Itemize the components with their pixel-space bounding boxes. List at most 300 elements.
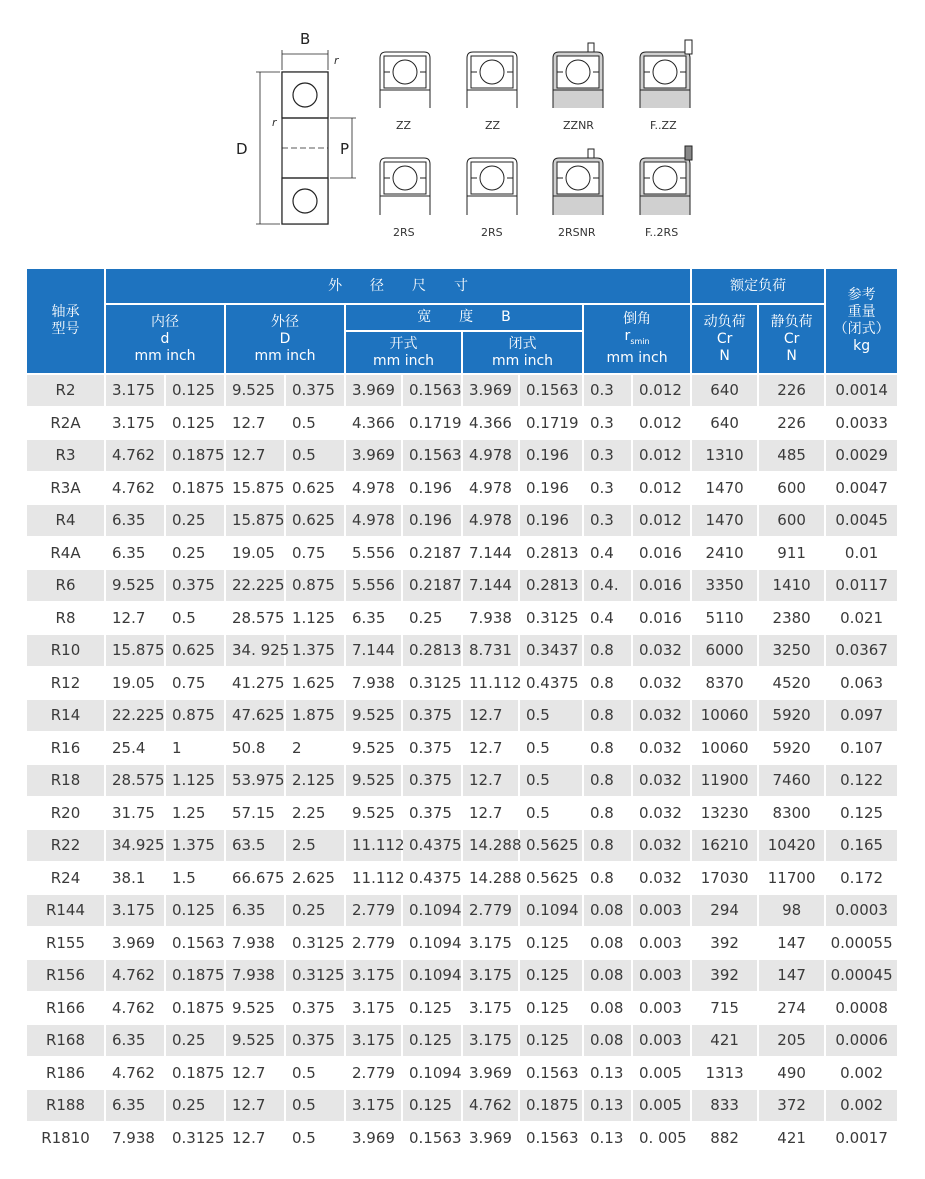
table-cell: 4.366 [463, 408, 518, 439]
table-cell: 3350 [692, 570, 757, 601]
table-cell: 0.5 [286, 1123, 344, 1154]
table-cell: 3250 [759, 635, 824, 666]
table-cell: 0.75 [286, 538, 344, 569]
chamfer-subscript: smin [630, 336, 650, 346]
table-cell: 0.4. [584, 570, 631, 601]
table-cell: 5.556 [346, 538, 401, 569]
table-cell: 0.012 [633, 440, 690, 471]
table-cell: 22.225 [106, 700, 164, 731]
table-row [27, 928, 897, 959]
variant-label-f2rs: F..2RS [645, 226, 679, 239]
table-cell: 4.762 [463, 1090, 518, 1121]
table-cell: 882 [692, 1123, 757, 1154]
table-cell: 63.5 [226, 830, 284, 861]
table-cell: 28.575 [106, 765, 164, 796]
table-cell: 0.1875 [166, 1058, 224, 1089]
table-cell: 0.125 [520, 928, 582, 959]
table-cell: 2.779 [346, 928, 401, 959]
table-cell: 226 [759, 375, 824, 406]
table-cell: 2.5 [286, 830, 344, 861]
table-row [27, 538, 897, 569]
table-cell: 0.13 [584, 1090, 631, 1121]
table-cell: 0.125 [166, 895, 224, 926]
table-cell: 0.1563 [403, 375, 461, 406]
table-cell: 0.25 [166, 1025, 224, 1056]
table-cell: 0.01 [826, 538, 897, 569]
table-cell: 0.1094 [403, 960, 461, 991]
table-cell: 1.625 [286, 668, 344, 699]
table-cell: 833 [692, 1090, 757, 1121]
table-cell: 0.165 [826, 830, 897, 861]
table-cell: 0.1563 [520, 1123, 582, 1154]
table-cell: 0.196 [520, 505, 582, 536]
table-cell: 0.125 [826, 798, 897, 829]
table-cell: 0.625 [286, 473, 344, 504]
table-cell: 0.5 [520, 700, 582, 731]
table-cell: 1.125 [166, 765, 224, 796]
table-cell: 12.7 [106, 603, 164, 634]
table-cell: 4520 [759, 668, 824, 699]
table-cell: 0.375 [286, 375, 344, 406]
table-cell: 0.00045 [826, 960, 897, 991]
table-row [27, 635, 897, 666]
table-cell: 7.938 [463, 603, 518, 634]
table-cell: 274 [759, 993, 824, 1024]
table-cell: 490 [759, 1058, 824, 1089]
table-cell: 6.35 [226, 895, 284, 926]
table-cell: 0.196 [520, 440, 582, 471]
table-cell: 14.288 [463, 863, 518, 894]
table-cell: 16210 [692, 830, 757, 861]
table-cell: 0.4 [584, 603, 631, 634]
table-cell: 485 [759, 440, 824, 471]
table-cell: 4.762 [106, 993, 164, 1024]
table-cell: 0.875 [286, 570, 344, 601]
table-cell: 9.525 [226, 375, 284, 406]
table-cell: 0.3125 [286, 928, 344, 959]
table-cell: 0.8 [584, 798, 631, 829]
table-cell: 0.0006 [826, 1025, 897, 1056]
table-cell: 12.7 [226, 408, 284, 439]
table-cell: 0.08 [584, 1025, 631, 1056]
model-cell: R4 [27, 505, 104, 536]
table-cell: 0.003 [633, 1025, 690, 1056]
table-cell: 15.875 [226, 505, 284, 536]
table-cell: 0. 005 [633, 1123, 690, 1154]
model-cell: R3A [27, 473, 104, 504]
table-cell: 0.08 [584, 960, 631, 991]
table-cell: 0.375 [403, 765, 461, 796]
dim-r-label-inner: r [272, 116, 277, 129]
table-cell: 9.525 [346, 798, 401, 829]
table-cell: 3.175 [463, 960, 518, 991]
model-cell: R16 [27, 733, 104, 764]
table-cell: 0.2813 [403, 635, 461, 666]
table-cell: 47.625 [226, 700, 284, 731]
table-cell: 0.2187 [403, 538, 461, 569]
table-cell: 2.125 [286, 765, 344, 796]
table-cell: 12.7 [226, 1123, 284, 1154]
table-cell: 41.275 [226, 668, 284, 699]
table-row [27, 798, 897, 829]
table-cell: 19.05 [106, 668, 164, 699]
dim-P-label: P [340, 140, 350, 158]
table-cell: 15.875 [226, 473, 284, 504]
table-cell: 4.762 [106, 440, 164, 471]
table-cell: 7.144 [463, 570, 518, 601]
table-cell: 2410 [692, 538, 757, 569]
table-cell: 0.125 [403, 1090, 461, 1121]
table-cell: 0.012 [633, 505, 690, 536]
table-cell: 3.969 [346, 375, 401, 406]
table-cell: 0.0033 [826, 408, 897, 439]
table-row [27, 603, 897, 634]
table-cell: 38.1 [106, 863, 164, 894]
table-cell: 6.35 [346, 603, 401, 634]
table-cell: 0.2187 [403, 570, 461, 601]
table-cell: 4.978 [463, 440, 518, 471]
variant-label-zz-1: ZZ [396, 119, 412, 132]
table-cell: 1.375 [166, 830, 224, 861]
variant-label-2rs-1: 2RS [393, 226, 415, 239]
table-cell: 1.375 [286, 635, 344, 666]
chamfer-r: r [624, 328, 631, 345]
table-cell: 0.875 [166, 700, 224, 731]
variant-label-fzz: F..ZZ [650, 119, 677, 132]
table-cell: 10420 [759, 830, 824, 861]
table-row [27, 1058, 897, 1089]
table-cell: 0.8 [584, 765, 631, 796]
table-cell: 9.525 [226, 1025, 284, 1056]
table-cell: 14.288 [463, 830, 518, 861]
table-cell: 2 [286, 733, 344, 764]
table-cell: 0.4375 [403, 863, 461, 894]
table-row [27, 863, 897, 894]
table-cell: 6.35 [106, 538, 164, 569]
table-cell: 11.112 [346, 830, 401, 861]
table-cell: 600 [759, 505, 824, 536]
table-cell: 0.005 [633, 1090, 690, 1121]
table-cell: 4.762 [106, 960, 164, 991]
table-cell: 0.1094 [403, 895, 461, 926]
table-cell: 7.938 [106, 1123, 164, 1154]
table-cell: 1 [166, 733, 224, 764]
table-cell: 0.122 [826, 765, 897, 796]
table-row [27, 993, 897, 1024]
table-row [27, 960, 897, 991]
header-static-load [759, 305, 824, 373]
model-cell: R14 [27, 700, 104, 731]
table-cell: 4.978 [463, 473, 518, 504]
table-cell: 0.3125 [403, 668, 461, 699]
table-cell: 147 [759, 928, 824, 959]
table-cell: 0.125 [166, 408, 224, 439]
table-cell: 0.13 [584, 1058, 631, 1089]
table-cell: 12.7 [226, 1090, 284, 1121]
model-cell: R20 [27, 798, 104, 829]
table-cell: 0.1563 [403, 1123, 461, 1154]
table-cell: 0.25 [403, 603, 461, 634]
table-cell: 0.375 [403, 700, 461, 731]
table-cell: 3.175 [346, 960, 401, 991]
table-row [27, 505, 897, 536]
table-cell: 0.032 [633, 798, 690, 829]
table-cell: 0.172 [826, 863, 897, 894]
table-cell: 0.3 [584, 473, 631, 504]
table-cell: 10060 [692, 700, 757, 731]
table-cell: 6000 [692, 635, 757, 666]
table-cell: 5920 [759, 733, 824, 764]
table-cell: 3.175 [463, 928, 518, 959]
table-cell: 11700 [759, 863, 824, 894]
table-cell: 911 [759, 538, 824, 569]
table-cell: 0.1875 [166, 960, 224, 991]
model-cell: R1810 [27, 1123, 104, 1154]
table-cell: 0.012 [633, 408, 690, 439]
table-cell: 31.75 [106, 798, 164, 829]
header-chamfer [584, 305, 690, 373]
chamfer-title: 倒角 [623, 311, 652, 328]
table-cell: 11900 [692, 765, 757, 796]
table-cell: 1.25 [166, 798, 224, 829]
table-cell: 0.3 [584, 375, 631, 406]
table-cell: 0.1719 [520, 408, 582, 439]
header-outer-dims: 外 径 尺 寸 [106, 269, 690, 303]
variant-label-zznr: ZZNR [563, 119, 594, 132]
table-cell: 0.196 [520, 473, 582, 504]
table-cell: 9.525 [346, 700, 401, 731]
table-cell: 0.0003 [826, 895, 897, 926]
model-cell: R156 [27, 960, 104, 991]
table-cell: 0.0117 [826, 570, 897, 601]
table-cell: 0.00055 [826, 928, 897, 959]
table-cell: 0.08 [584, 895, 631, 926]
table-cell: 8300 [759, 798, 824, 829]
table-cell: 3.969 [106, 928, 164, 959]
header-model-text: 轴承 型号 [51, 304, 80, 337]
table-cell: 1470 [692, 473, 757, 504]
table-cell: 0.1563 [520, 1058, 582, 1089]
table-cell: 1.875 [286, 700, 344, 731]
model-cell: R155 [27, 928, 104, 959]
table-cell: 392 [692, 960, 757, 991]
table-cell: 0.1094 [403, 1058, 461, 1089]
table-cell: 8.731 [463, 635, 518, 666]
table-cell: 3.175 [106, 375, 164, 406]
table-cell: 0.125 [520, 960, 582, 991]
table-cell: 0.063 [826, 668, 897, 699]
table-cell: 0.5 [286, 408, 344, 439]
table-cell: 0.3437 [520, 635, 582, 666]
table-cell: 0.125 [166, 375, 224, 406]
table-cell: 0.25 [286, 895, 344, 926]
table-cell: 640 [692, 408, 757, 439]
table-cell: 0.125 [520, 993, 582, 1024]
table-cell: 4.978 [346, 505, 401, 536]
table-cell: 0.4 [584, 538, 631, 569]
table-cell: 7.938 [226, 960, 284, 991]
table-cell: 11.112 [463, 668, 518, 699]
table-cell: 4.978 [463, 505, 518, 536]
table-cell: 0.13 [584, 1123, 631, 1154]
table-cell: 3.175 [463, 993, 518, 1024]
table-cell: 4.762 [106, 1058, 164, 1089]
table-cell: 6.35 [106, 505, 164, 536]
table-cell: 12.7 [226, 440, 284, 471]
table-cell: 98 [759, 895, 824, 926]
table-cell: 0.032 [633, 830, 690, 861]
table-cell: 3.969 [463, 375, 518, 406]
table-cell: 0.003 [633, 960, 690, 991]
table-cell: 0.2813 [520, 570, 582, 601]
table-cell: 5110 [692, 603, 757, 634]
table-cell: 57.15 [226, 798, 284, 829]
table-cell: 12.7 [463, 765, 518, 796]
table-cell: 7.938 [226, 928, 284, 959]
table-row [27, 1090, 897, 1121]
header-weight [826, 269, 897, 373]
table-cell: 3.175 [106, 408, 164, 439]
table-cell: 66.675 [226, 863, 284, 894]
table-cell: 0.8 [584, 700, 631, 731]
table-cell: 0.097 [826, 700, 897, 731]
table-cell: 13230 [692, 798, 757, 829]
table-cell: 0.1875 [166, 473, 224, 504]
table-cell: 3.969 [463, 1058, 518, 1089]
model-cell: R6 [27, 570, 104, 601]
table-cell: 34.925 [106, 830, 164, 861]
table-cell: 392 [692, 928, 757, 959]
table-cell: 0.1875 [520, 1090, 582, 1121]
table-cell: 226 [759, 408, 824, 439]
header-static-text: 静负荷 Cr N [770, 313, 813, 364]
table-cell: 0.5 [286, 1090, 344, 1121]
table-cell: 0.5 [520, 798, 582, 829]
table-row [27, 1025, 897, 1056]
table-cell: 0.5 [520, 765, 582, 796]
table-cell: 2380 [759, 603, 824, 634]
table-cell: 0.016 [633, 570, 690, 601]
table-cell: 0.107 [826, 733, 897, 764]
table-row [27, 1123, 897, 1154]
table-cell: 0.012 [633, 473, 690, 504]
table-cell: 0.5625 [520, 830, 582, 861]
table-row [27, 765, 897, 796]
table-cell: 640 [692, 375, 757, 406]
dim-D-label: D [236, 140, 248, 158]
header-inner-text: 内径 d mm inch [134, 313, 196, 364]
table-cell: 0.3 [584, 440, 631, 471]
table-cell: 0.032 [633, 765, 690, 796]
table-cell: 3.175 [106, 895, 164, 926]
table-cell: 9.525 [226, 993, 284, 1024]
model-cell: R186 [27, 1058, 104, 1089]
table-cell: 19.05 [226, 538, 284, 569]
table-cell: 0.0014 [826, 375, 897, 406]
table-cell: 0.08 [584, 928, 631, 959]
table-cell: 421 [759, 1123, 824, 1154]
table-cell: 0.625 [166, 635, 224, 666]
table-cell: 0.375 [166, 570, 224, 601]
table-cell: 12.7 [463, 733, 518, 764]
table-row [27, 375, 897, 406]
table-cell: 0.3125 [520, 603, 582, 634]
variant-icon-f2rs-flange [640, 146, 692, 215]
table-cell: 0.375 [286, 993, 344, 1024]
table-cell: 11.112 [346, 863, 401, 894]
table-cell: 7.144 [463, 538, 518, 569]
table-cell: 0.4375 [520, 668, 582, 699]
table-cell: 6.35 [106, 1090, 164, 1121]
cross-section-diagram [256, 50, 356, 224]
table-cell: 0.0045 [826, 505, 897, 536]
model-cell: R4A [27, 538, 104, 569]
table-cell: 0.5 [286, 1058, 344, 1089]
table-cell: 1.5 [166, 863, 224, 894]
dim-r-label: r [334, 54, 339, 67]
table-cell: 0.003 [633, 895, 690, 926]
table-cell: 28.575 [226, 603, 284, 634]
table-cell: 0.005 [633, 1058, 690, 1089]
bearing-diagrams [230, 20, 710, 245]
model-cell: R8 [27, 603, 104, 634]
table-cell: 0.016 [633, 538, 690, 569]
model-cell: R3 [27, 440, 104, 471]
model-cell: R188 [27, 1090, 104, 1121]
table-cell: 3.175 [346, 1090, 401, 1121]
table-cell: 0.25 [166, 1090, 224, 1121]
table-cell: 0.1563 [403, 440, 461, 471]
table-cell: 1.125 [286, 603, 344, 634]
table-cell: 5.556 [346, 570, 401, 601]
table-cell: 9.525 [346, 733, 401, 764]
table-cell: 0.5625 [520, 863, 582, 894]
table-cell: 0.8 [584, 863, 631, 894]
table-cell: 12.7 [226, 1058, 284, 1089]
table-cell: 372 [759, 1090, 824, 1121]
table-cell: 0.012 [633, 375, 690, 406]
table-cell: 1310 [692, 440, 757, 471]
header-open-type [346, 332, 461, 373]
table-cell: 0.4375 [403, 830, 461, 861]
model-cell: R18 [27, 765, 104, 796]
model-cell: R2 [27, 375, 104, 406]
table-cell: 0.3 [584, 505, 631, 536]
table-cell: 0.0047 [826, 473, 897, 504]
table-cell: 0.002 [826, 1058, 897, 1089]
table-cell: 0.125 [403, 1025, 461, 1056]
bearing-spec-table [25, 267, 899, 1155]
model-cell: R12 [27, 668, 104, 699]
table-cell: 0.032 [633, 863, 690, 894]
table-cell: 7460 [759, 765, 824, 796]
table-row [27, 668, 897, 699]
table-cell: 2.625 [286, 863, 344, 894]
table-cell: 0.032 [633, 733, 690, 764]
table-cell: 0.5 [520, 733, 582, 764]
table-cell: 4.978 [346, 473, 401, 504]
model-cell: R144 [27, 895, 104, 926]
table-cell: 9.525 [106, 570, 164, 601]
table-cell: 3.175 [346, 1025, 401, 1056]
table-cell: 1470 [692, 505, 757, 536]
table-cell: 6.35 [106, 1025, 164, 1056]
table-cell: 205 [759, 1025, 824, 1056]
table-cell: 0.0029 [826, 440, 897, 471]
table-cell: 0.196 [403, 505, 461, 536]
table-cell: 1313 [692, 1058, 757, 1089]
table-cell: 3.175 [463, 1025, 518, 1056]
